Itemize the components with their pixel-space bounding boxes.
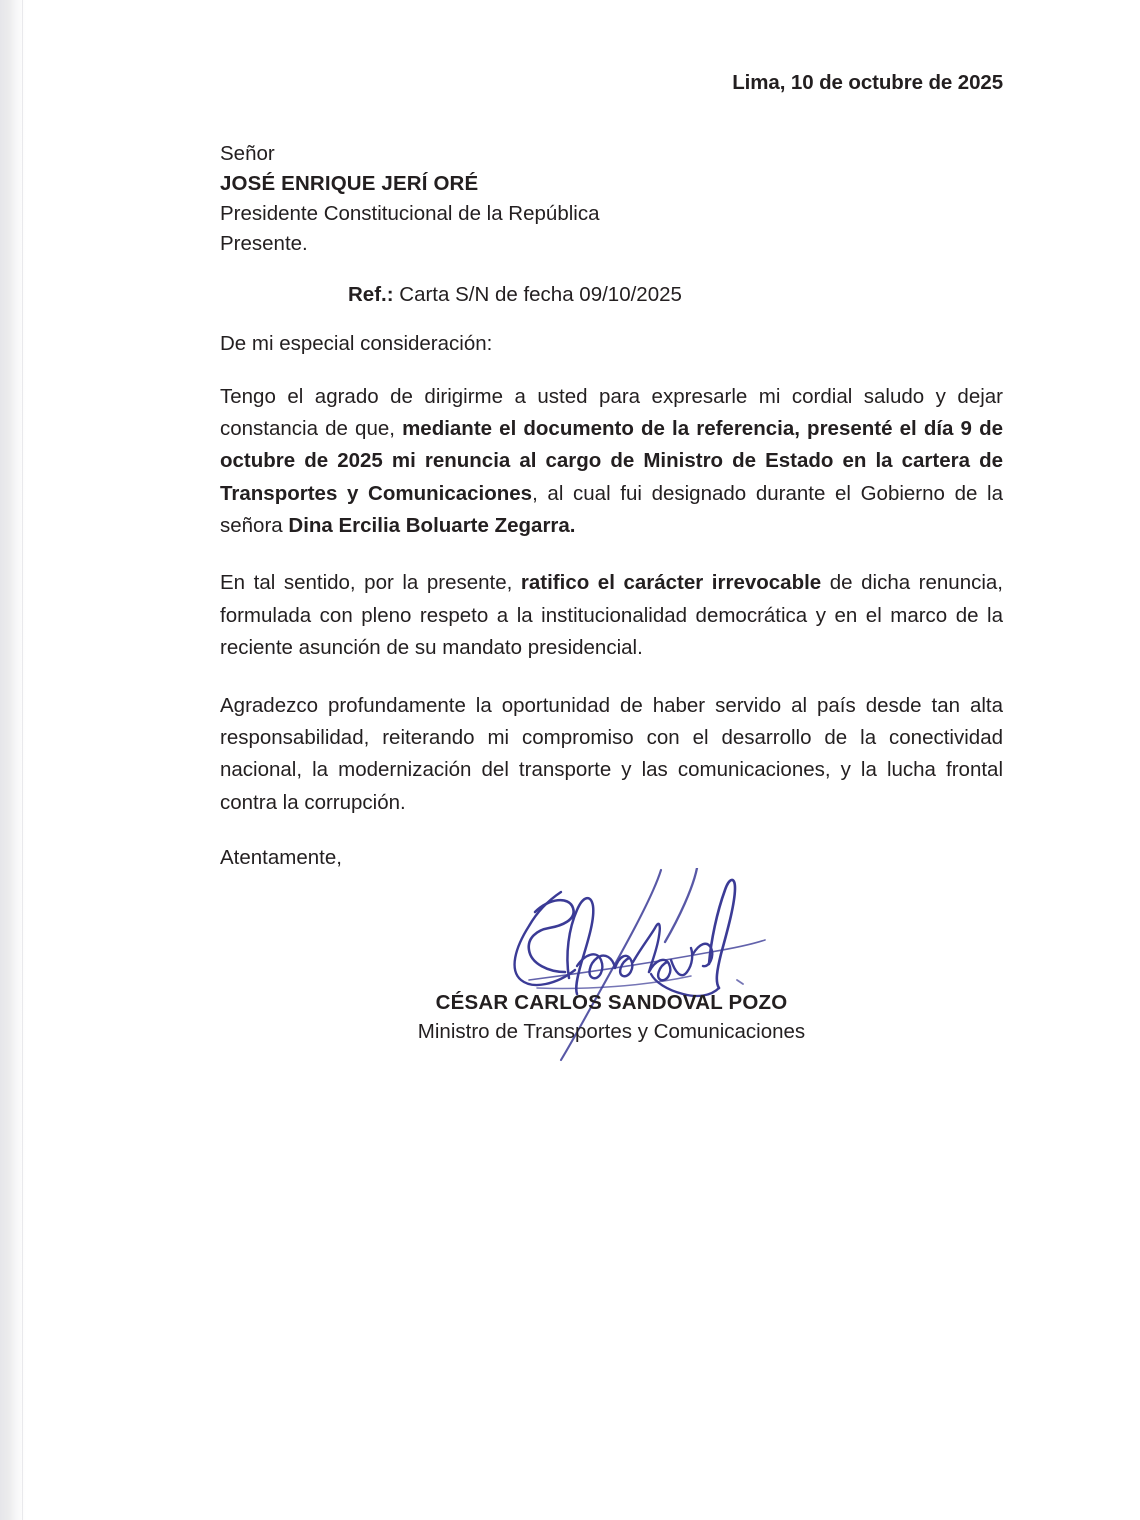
addressee-block [220,139,1003,260]
p3-run-1: Agradezco profundamente la oportunidad de haber servido al país desde tan alta responsabilidad, reiterando mi compromiso con el desarrollo de la conectividad nacional, la modernización del transporte y las comunicaciones, y la lucha frontal contra la corrupción. [220,693,1003,814]
letter-content [220,0,1003,1081]
signatory-title: Ministro de Transportes y Comunicaciones [417,1020,806,1043]
signature-block [220,876,1003,1081]
addressee-name: JOSÉ ENRIQUE JERÍ ORÉ [220,172,479,196]
addressee-position: Presidente Constitucional de la República [220,202,600,226]
addressee-delivery: Presente. [220,232,308,256]
p2-run-2-bold: ratifico el carácter irrevocable [520,571,822,595]
reference-label: Ref.: [348,282,394,306]
paragraph-1 [220,381,1003,543]
date-line: Lima, 10 de octubre de 2025 [732,71,1003,94]
p2-run-1: En tal sentido, por la presente, [220,571,521,595]
addressee-honorific: Señor [220,142,275,165]
closing-line: Atentamente, [220,846,342,869]
p1-run-3: , al cual fui designado durante el Gobierno de la señora [220,481,1003,537]
p1-run-4-bold: Dina Ercilia Boluarte Zegarra [288,514,570,537]
reference-line [348,283,1003,307]
p1-run-2-bold: mediante el documento de la referencia, presenté el día 9 de octubre de 2025 mi renuncia al cargo de Ministro de Estado en la cartera de Transportes y Comunicaciones [220,416,1004,505]
paragraph-2 [220,567,1003,664]
reference-value: Carta S/N de fecha 09/10/2025 [399,282,682,306]
paragraph-3 [220,690,1003,820]
salutation: De mi especial consideración: [220,331,493,355]
signatory-name: CÉSAR CARLOS SANDOVAL POZO [435,991,788,1014]
p1-run-5: . [569,514,576,537]
signatory-block [220,991,1003,1044]
p2-run-3: de dicha renuncia, formulada con pleno respeto a la institucionalidad democrática y en el marco de la reciente asunción de su mandato presidencial. [220,571,1004,660]
scan-edge-shadow [0,0,26,1520]
p1-run-1: Tengo el agrado de dirigirme a usted para expresarle mi cordial saludo y dejar constancia de que, [220,384,1003,440]
